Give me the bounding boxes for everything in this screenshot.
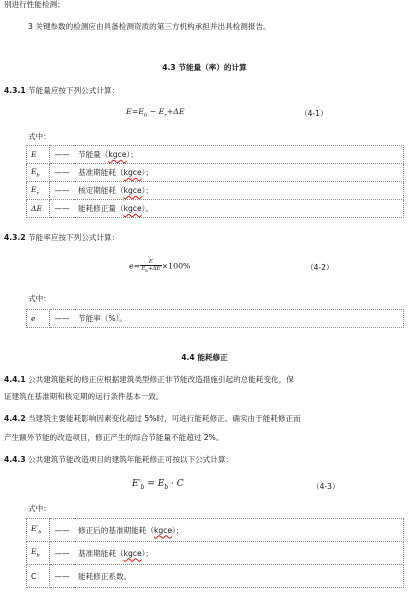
- clause-4-4-3: [4, 455, 233, 465]
- equation-number-4-1: （4-1）: [300, 109, 328, 118]
- formula-4-1: $E=E_b - E_r+\Delta E$: [126, 107, 185, 119]
- description: 能耗修正量（kgce）。: [74, 200, 404, 218]
- table-row: [27, 164, 404, 182]
- symbol: $E_r$: [27, 182, 50, 200]
- clause-4-4-1: [4, 375, 294, 385]
- formula-4-2: e= $\frac{E}{E_b+\Delta E}$ ×100%: [129, 259, 191, 274]
- symbol: $E_b$: [27, 164, 50, 182]
- table-row: [27, 542, 404, 565]
- symbol: ΔE: [27, 200, 50, 218]
- clause-3-text: 3 关键参数的检测应由具备检测资质的第三方机构承担并出具检测报告。: [28, 22, 271, 31]
- clause-4-3-1: [4, 86, 119, 96]
- table-row: [27, 146, 404, 164]
- description: 能耗修正系数。: [74, 565, 404, 588]
- equation-number-4-2: （4-2）: [306, 263, 334, 272]
- variables-table-4-2: [26, 309, 404, 328]
- dash: ——: [50, 542, 75, 565]
- clause-number: 4.3.1: [4, 86, 26, 95]
- where-label: 式中：: [28, 294, 51, 303]
- clause-number: 4.3.2: [4, 233, 26, 242]
- symbol: e: [27, 310, 50, 328]
- clause-number: 4.4.1: [4, 375, 26, 384]
- description: 节能量（kgce）；: [74, 146, 404, 164]
- symbol: E: [27, 146, 50, 164]
- symbol: $E_b$: [27, 542, 50, 565]
- clause-4-3-2: [4, 233, 119, 243]
- description: 修正后的基准期能耗（kgce）；: [74, 519, 404, 542]
- clause-4-4-1-continued: 证建筑在基准期和核定期的运行条件基本一致。: [4, 392, 164, 401]
- clause-4-4-2: [4, 414, 301, 424]
- dash: ——: [50, 519, 75, 542]
- dash: ——: [50, 200, 75, 218]
- table-row: [27, 310, 404, 328]
- symbol: $E'_b$: [27, 519, 50, 542]
- where-label: 式中：: [28, 504, 51, 513]
- table-row: [27, 519, 404, 542]
- clause-4-4-2-continued: 产生额外节能的改造项目，修正产生的综合节能量不能超过 2%。: [4, 433, 224, 442]
- dash: ——: [50, 565, 75, 588]
- symbol: C: [27, 565, 50, 588]
- variables-table-4-3: [26, 518, 404, 588]
- clause-text: 当建筑主要能耗影响因素变化超过 5%时，可进行能耗修正。确实由于能耗修正而: [28, 414, 301, 423]
- description: 核定期能耗（kgce）；: [74, 182, 404, 200]
- dash: ——: [50, 310, 75, 328]
- section-heading-4-3: 4.3 节能量（率）的计算: [162, 63, 247, 72]
- description: 节能率（%）。: [74, 310, 404, 328]
- description: 基准期能耗（kgce）；: [74, 542, 404, 565]
- text-line-top: 别进行性能检测；: [4, 0, 65, 9]
- clause-text: 节能量应按下列公式计算：: [28, 86, 120, 95]
- table-row: [27, 182, 404, 200]
- dash: ——: [50, 182, 75, 200]
- clause-number: 4.4.3: [4, 455, 26, 464]
- description: 基准期能耗（kgce）；: [74, 164, 404, 182]
- equation-number-4-3: （4-3）: [312, 482, 340, 491]
- dash: ——: [50, 164, 75, 182]
- clause-number: 4.4.2: [4, 414, 26, 423]
- where-label: 式中：: [28, 132, 51, 141]
- formula-4-3: $E'_b = E_b \cdot C$: [132, 479, 184, 491]
- variables-table-4-1: [26, 145, 404, 218]
- dash: ——: [50, 146, 75, 164]
- clause-text: 公共建筑节能改造项目的建筑年能耗修正可按以下公式计算：: [28, 455, 234, 464]
- clause-text: 公共建筑能耗的修正应根据建筑类型修正非节能改造措施引起的总能耗变化，保: [28, 375, 294, 384]
- table-row: [27, 565, 404, 588]
- section-heading-4-4: 4.4 能耗修正: [181, 353, 228, 362]
- clause-text: 节能率应按下列公式计算：: [28, 233, 120, 242]
- table-row: [27, 200, 404, 218]
